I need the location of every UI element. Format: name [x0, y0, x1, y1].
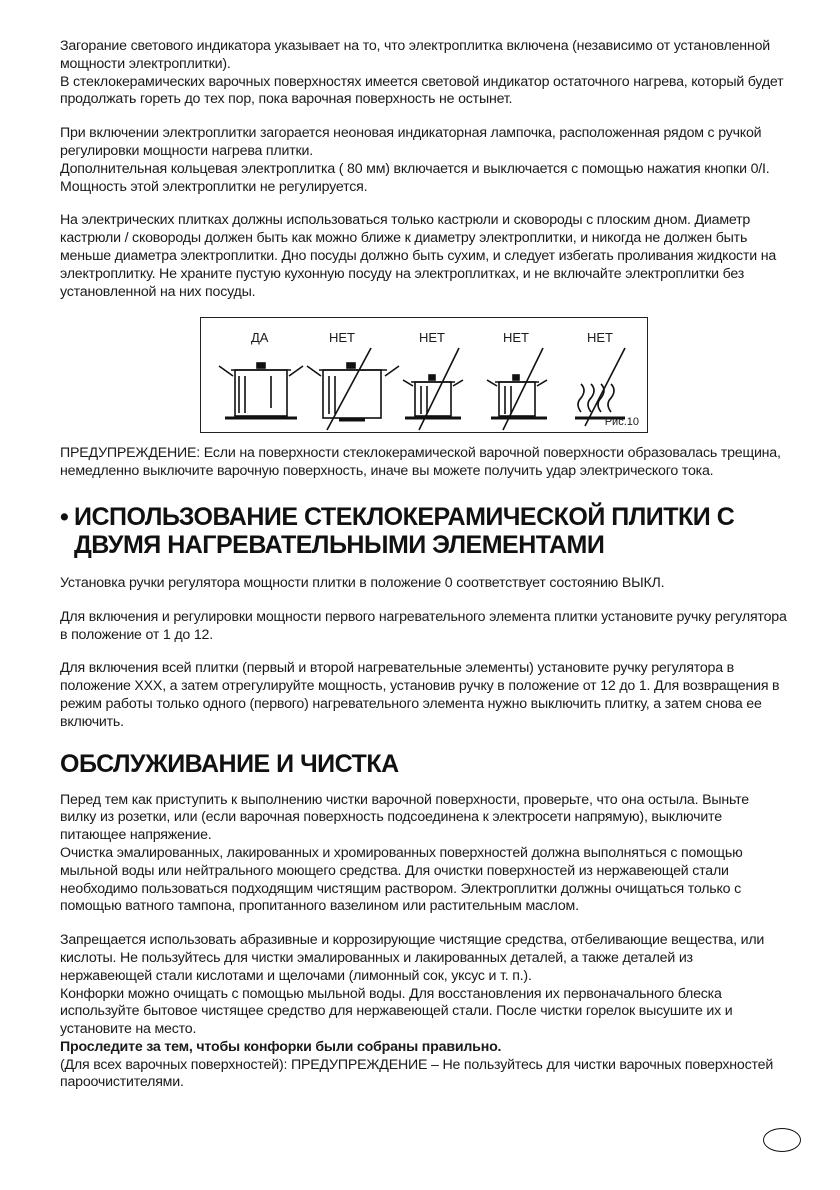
- section-title-text: ИСПОЛЬЗОВАНИЕ СТЕКЛОКЕРАМИЧЕСКОЙ ПЛИТКИ С ДВУМЯ НАГРЕВАТЕЛЬНЫМИ ЭЛЕМЕНТАМИ: [74, 502, 735, 559]
- figure-label-yes: ДА: [251, 330, 269, 346]
- intro-paragraph-2: В стеклокерамических варочных поверхностях имеется световой индикатор остаточного нагрева, который будет продолжать гореть до тех пор, пока варочная поверхность не остынет.: [60, 73, 784, 108]
- cookware-illustration: [201, 318, 647, 432]
- figure-label-no-2: НЕТ: [419, 330, 445, 346]
- pot-small-icon: [403, 348, 463, 430]
- pot-correct-icon: [219, 363, 303, 418]
- pot-offset-icon: [487, 348, 547, 430]
- figure-label-no-1: НЕТ: [329, 330, 355, 346]
- section2-paragraph-3: Запрещается использовать абразивные и коррозирующие чистящие средства, отбеливающие вещества, или кислоты. Не пользуйтесь для чистки эмалированных и лакированных деталей, а также деталей из нержавеющей стали кислотами и щелочами (лимонный сок, уксус и т. п.).: [60, 932, 765, 984]
- pot-wrong-size-icon: [307, 348, 399, 430]
- section2-paragraph-2: Очистка эмалированных, лакированных и хромированных поверхностей должна выполняться с помощью мыльной воды или нейтрального моющего средства. Для очистки поверхностей из нержавеющей стали необходимо пользоваться подходящим чистящим раствором. Электроплитки должны очищаться только с помощью ватного тампона, пропитанного вазелином или растительным маслом.: [60, 844, 743, 915]
- section-title-maintenance: ОБСЛУЖИВАНИЕ И ЧИСТКА: [60, 749, 399, 778]
- bullet-icon: •: [60, 502, 69, 531]
- section1-paragraph-2: Для включения и регулировки мощности первого нагревательного элемента плитки установите ручку регулятора в положение от 1 до 12.: [60, 608, 787, 643]
- page-content: [60, 38, 788, 1092]
- page-number-badge: [763, 1128, 801, 1152]
- section2-bold-note: Проследите за тем, чтобы конфорки были собраны правильно.: [60, 1038, 502, 1055]
- cookware-paragraph: На электрических плитках должны использоваться только кастрюли и сковороды с плоским дном. Диаметр кастрюли / сковороды должен быть как можно ближе к диаметру электроплитки, и никогда не должен быть меньше диаметра электроплитки. Дно посуды должно быть сухим, и следует избегать проливания жидкости на электроплитку. Не храните пустую кухонную посуду на электроплитках, и не включайте электроплитки без установленной на них посуды.: [60, 212, 777, 300]
- neon-paragraph-1: При включении электроплитки загорается неоновая индикаторная лампочка, расположенная рядом с ручкой регулировки мощности нагрева плитки.: [60, 125, 762, 159]
- cookware-figure: [200, 317, 648, 433]
- figure-label-no-3: НЕТ: [503, 330, 529, 346]
- intro-paragraph-1: Загорание светового индикатора указывает на то, что электроплитка включена (независимо от установленной мощности электроплитки).: [60, 38, 770, 72]
- section2-paragraph-5: (Для всех варочных поверхностей): ПРЕДУПРЕЖДЕНИЕ – Не пользуйтесь для чистки варочных поверхностей пароочистителями.: [60, 1056, 774, 1091]
- section1-paragraph-3: Для включения всей плитки (первый и второй нагревательные элементы) установите ручку регулятора в положение XXX, а затем отрегулируйте мощность, установив ручку в положение от 12 до 1. Для возвращения в режим работы только одного (первого) нагревательного элемента нужно выключить плитку, а затем снова ее включить.: [60, 660, 780, 730]
- figure-caption: Рис.10: [604, 416, 639, 429]
- section1-paragraph-1: Установка ручки регулятора мощности плитки в положение 0 соответствует состоянию ВЫКЛ.: [60, 574, 665, 591]
- section2-paragraph-1: Перед тем как приступить к выполнению чистки варочной поверхности, проверьте, что она остыла. Выньте вилку из розетки, или (если варочная поверхность подсоединена к электросети напрямую), выключите питающее напряжение.: [60, 791, 749, 844]
- figure-label-no-4: НЕТ: [587, 330, 613, 346]
- warning-paragraph: ПРЕДУПРЕЖДЕНИЕ: Если на поверхности стеклокерамической варочной поверхности образовалась трещина, немедленно выключите варочную поверхность, иначе вы можете получить удар электрического тока.: [60, 445, 781, 480]
- burner-empty-icon: [575, 348, 625, 426]
- neon-paragraph-2: Дополнительная кольцевая электроплитка ( 80 мм) включается и выключается с помощью нажатия кнопки 0/I. Мощность этой электроплитки не регулируется.: [60, 160, 770, 195]
- section-title-two-elements: [60, 503, 788, 559]
- section2-paragraph-4: Конфорки можно очищать с помощью мыльной воды. Для восстановления их первоначального блеска используйте бытовое чистящее средство для нержавеющей стали. После чистки горелок высушите их и установите на место.: [60, 985, 733, 1038]
